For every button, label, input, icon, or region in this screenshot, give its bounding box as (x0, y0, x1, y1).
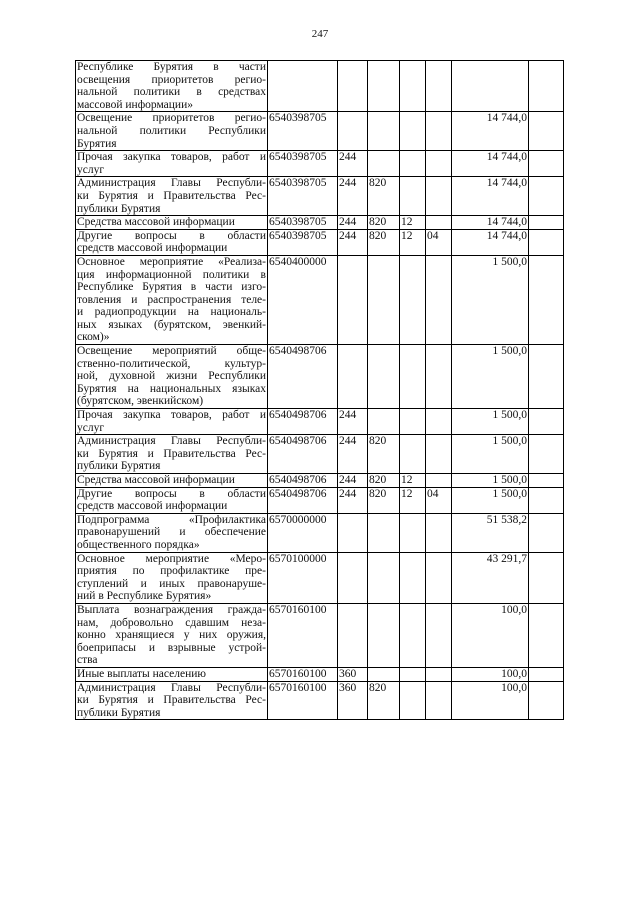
empty-cell (529, 681, 564, 720)
table-row (76, 435, 564, 474)
target-article-cell: 6540498706 (268, 345, 338, 409)
empty-cell (529, 513, 564, 552)
target-article-cell: 6540398705 (268, 229, 338, 255)
target-article-cell: 6540398705 (268, 112, 338, 151)
expense-type-cell (338, 603, 368, 667)
administrator-cell: 820 (368, 435, 400, 474)
row-name-cell (76, 603, 268, 667)
section-cell (400, 61, 426, 112)
target-article-cell: 6540398705 (268, 177, 338, 216)
row-name-line: ства (77, 654, 98, 667)
table-row (76, 409, 564, 435)
row-name-line: приятия по профилактике пре- (77, 565, 266, 578)
amount-cell: 1 500,0 (452, 435, 529, 474)
row-name-cell (76, 474, 268, 488)
row-name-cell (76, 409, 268, 435)
target-article-cell: 6540498706 (268, 487, 338, 513)
table-row (76, 487, 564, 513)
administrator-cell (368, 61, 400, 112)
expense-type-cell (338, 112, 368, 151)
subsection-cell (426, 681, 452, 720)
amount-cell: 14 744,0 (452, 177, 529, 216)
row-name-line: (бурятском, эвенкийском) (77, 395, 204, 408)
administrator-cell (368, 345, 400, 409)
row-name-line: публики Бурятия (77, 202, 161, 215)
row-name-cell (76, 435, 268, 474)
table-row (76, 61, 564, 112)
row-name-line: Прочая закупка товаров, работ и (77, 409, 266, 422)
amount-cell: 14 744,0 (452, 229, 529, 255)
section-cell (400, 667, 426, 681)
page-number: 247 (311, 28, 329, 40)
empty-cell (529, 151, 564, 177)
subsection-cell (426, 255, 452, 344)
row-name-cell (76, 112, 268, 151)
empty-cell (529, 345, 564, 409)
row-name-line: ственно-политической, культур- (77, 357, 266, 370)
amount-cell: 43 291,7 (452, 552, 529, 603)
subsection-cell (426, 409, 452, 435)
section-cell: 12 (400, 487, 426, 513)
row-name-line: Основное мероприятие «Реализа- (77, 255, 266, 268)
row-name-cell (76, 255, 268, 344)
amount-cell: 100,0 (452, 681, 529, 720)
row-name-line: Средства массовой информации (77, 216, 235, 229)
table-row (76, 177, 564, 216)
budget-table (75, 60, 564, 720)
expense-type-cell (338, 552, 368, 603)
section-cell: 12 (400, 474, 426, 488)
row-name-line: ний в Республике Бурятия» (77, 590, 212, 603)
expense-type-cell: 244 (338, 151, 368, 177)
row-name-line: ных языках (бурятском, эвенкий- (77, 318, 266, 331)
subsection-cell (426, 61, 452, 112)
target-article-cell: 6570100000 (268, 552, 338, 603)
section-cell (400, 552, 426, 603)
table-row (76, 552, 564, 603)
section-cell (400, 255, 426, 344)
subsection-cell (426, 513, 452, 552)
subsection-cell (426, 435, 452, 474)
row-name-line: ки Бурятия и Правительства Рес- (77, 189, 266, 202)
target-article-cell: 6570160100 (268, 603, 338, 667)
empty-cell (529, 229, 564, 255)
row-name-line: конно хранящиеся у них оружия, (77, 629, 266, 642)
target-article-cell: 6540398705 (268, 151, 338, 177)
target-article-cell (268, 61, 338, 112)
table-row (76, 345, 564, 409)
target-article-cell: 6570160100 (268, 667, 338, 681)
row-name-line: Иные выплаты населению (77, 667, 206, 680)
section-cell (400, 112, 426, 151)
administrator-cell: 820 (368, 681, 400, 720)
row-name-line: Прочая закупка товаров, работ и (77, 151, 266, 164)
amount-cell: 100,0 (452, 603, 529, 667)
row-name-line: Другие вопросы в области (77, 487, 266, 500)
empty-cell (529, 435, 564, 474)
expense-type-cell: 244 (338, 216, 368, 230)
row-name-line: нальной политики Республики (77, 124, 266, 137)
table-row (76, 681, 564, 720)
administrator-cell (368, 255, 400, 344)
administrator-cell (368, 603, 400, 667)
administrator-cell: 820 (368, 474, 400, 488)
amount-cell: 14 744,0 (452, 112, 529, 151)
empty-cell (529, 112, 564, 151)
subsection-cell (426, 151, 452, 177)
section-cell (400, 177, 426, 216)
expense-type-cell: 244 (338, 229, 368, 255)
empty-cell (529, 216, 564, 230)
row-name-line: средств массовой информации (77, 500, 228, 513)
row-name-line: Республике Бурятия в части (77, 61, 266, 73)
row-name-line: Администрация Главы Республи- (77, 177, 266, 190)
row-name-line: ступлений и иных правонаруше- (77, 577, 266, 590)
empty-cell (529, 552, 564, 603)
subsection-cell (426, 345, 452, 409)
row-name-line: услуг (77, 163, 105, 176)
expense-type-cell: 244 (338, 177, 368, 216)
target-article-cell: 6540498706 (268, 409, 338, 435)
row-name-line: Республике Бурятия в части изго- (77, 281, 266, 294)
empty-cell (529, 474, 564, 488)
amount-cell: 1 500,0 (452, 345, 529, 409)
row-name-line: средств массовой информации (77, 242, 228, 255)
target-article-cell: 6570160100 (268, 681, 338, 720)
row-name-line: ной, духовной жизни Республики (77, 370, 266, 383)
administrator-cell (368, 513, 400, 552)
row-name-cell (76, 151, 268, 177)
subsection-cell (426, 552, 452, 603)
row-name-cell (76, 61, 268, 112)
subsection-cell: 04 (426, 229, 452, 255)
row-name-line: Бурятия (77, 137, 117, 150)
row-name-cell (76, 552, 268, 603)
row-name-line: Администрация Главы Республи- (77, 435, 266, 448)
row-name-line: товления и распространения теле- (77, 293, 266, 306)
administrator-cell: 820 (368, 177, 400, 216)
expense-type-cell (338, 61, 368, 112)
row-name-line: Подпрограмма «Профилактика (77, 513, 266, 526)
empty-cell (529, 177, 564, 216)
target-article-cell: 6540498706 (268, 474, 338, 488)
row-name-cell (76, 216, 268, 230)
subsection-cell (426, 603, 452, 667)
expense-type-cell: 244 (338, 474, 368, 488)
subsection-cell (426, 216, 452, 230)
section-cell: 12 (400, 229, 426, 255)
row-name-cell (76, 681, 268, 720)
row-name-line: Освещение мероприятий обще- (77, 345, 266, 358)
row-name-cell (76, 229, 268, 255)
table-row (76, 216, 564, 230)
table-row (76, 513, 564, 552)
row-name-cell (76, 487, 268, 513)
amount-cell: 1 500,0 (452, 409, 529, 435)
row-name-line: Средства массовой информации (77, 474, 235, 486)
target-article-cell: 6540498706 (268, 435, 338, 474)
amount-cell (452, 61, 529, 112)
empty-cell (529, 409, 564, 435)
row-name-line: Администрация Главы Республи- (77, 681, 266, 694)
table-row (76, 667, 564, 681)
expense-type-cell: 244 (338, 487, 368, 513)
row-name-line: Бурятия на национальных языках (77, 382, 266, 395)
administrator-cell (368, 409, 400, 435)
row-name-line: Другие вопросы в области (77, 229, 266, 242)
row-name-cell (76, 345, 268, 409)
section-cell (400, 681, 426, 720)
row-name-line: услуг (77, 421, 105, 434)
section-cell (400, 345, 426, 409)
table-body (76, 61, 564, 720)
administrator-cell: 820 (368, 487, 400, 513)
row-name-line: нам, добровольно сдавшим неза- (77, 616, 266, 629)
expense-type-cell: 360 (338, 667, 368, 681)
expense-type-cell (338, 255, 368, 344)
row-name-line: ки Бурятия и Правительства Рес- (77, 694, 266, 707)
expense-type-cell: 244 (338, 409, 368, 435)
row-name-line: правонарушений и обеспечение (77, 526, 266, 539)
amount-cell: 14 744,0 (452, 151, 529, 177)
row-name-line: Основное мероприятие «Меро- (77, 552, 266, 565)
section-cell: 12 (400, 216, 426, 230)
row-name-line: ском)» (77, 331, 110, 344)
subsection-cell (426, 112, 452, 151)
amount-cell: 14 744,0 (452, 216, 529, 230)
amount-cell: 1 500,0 (452, 487, 529, 513)
section-cell (400, 151, 426, 177)
row-name-line: общественного порядка» (77, 538, 200, 551)
subsection-cell: 04 (426, 487, 452, 513)
table-row (76, 474, 564, 488)
empty-cell (529, 61, 564, 112)
administrator-cell (368, 151, 400, 177)
subsection-cell (426, 667, 452, 681)
row-name-line: и радиопродукции на националь- (77, 306, 266, 319)
row-name-line: публики Бурятия (77, 706, 161, 719)
row-name-cell (76, 177, 268, 216)
table-row (76, 603, 564, 667)
row-name-cell (76, 667, 268, 681)
target-article-cell: 6540400000 (268, 255, 338, 344)
row-name-line: ция информационной политики в (77, 268, 266, 281)
row-name-line: публики Бурятия (77, 460, 161, 473)
empty-cell (529, 603, 564, 667)
administrator-cell: 820 (368, 229, 400, 255)
subsection-cell (426, 474, 452, 488)
section-cell (400, 409, 426, 435)
expense-type-cell: 360 (338, 681, 368, 720)
expense-type-cell (338, 345, 368, 409)
empty-cell (529, 487, 564, 513)
row-name-line: боеприпасы и взрывные устрой- (77, 641, 266, 654)
row-name-line: массовой информации» (77, 98, 193, 111)
expense-type-cell (338, 513, 368, 552)
target-article-cell: 6540398705 (268, 216, 338, 230)
row-name-cell (76, 513, 268, 552)
table-row (76, 229, 564, 255)
expense-type-cell: 244 (338, 435, 368, 474)
row-name-line: ки Бурятия и Правительства Рес- (77, 447, 266, 460)
table-row (76, 151, 564, 177)
row-name-line: освещения приоритетов регио- (77, 73, 266, 86)
administrator-cell (368, 112, 400, 151)
section-cell (400, 513, 426, 552)
amount-cell: 1 500,0 (452, 255, 529, 344)
row-name-line: Выплата вознаграждения гражда- (77, 603, 266, 616)
amount-cell: 100,0 (452, 667, 529, 681)
table-row (76, 255, 564, 344)
empty-cell (529, 667, 564, 681)
administrator-cell: 820 (368, 216, 400, 230)
section-cell (400, 435, 426, 474)
row-name-line: нальной политики в средствах (77, 86, 266, 99)
empty-cell (529, 255, 564, 344)
target-article-cell: 6570000000 (268, 513, 338, 552)
amount-cell: 51 538,2 (452, 513, 529, 552)
administrator-cell (368, 667, 400, 681)
row-name-line: Освещение приоритетов регио- (77, 112, 266, 125)
amount-cell: 1 500,0 (452, 474, 529, 488)
administrator-cell (368, 552, 400, 603)
section-cell (400, 603, 426, 667)
subsection-cell (426, 177, 452, 216)
table-row (76, 112, 564, 151)
